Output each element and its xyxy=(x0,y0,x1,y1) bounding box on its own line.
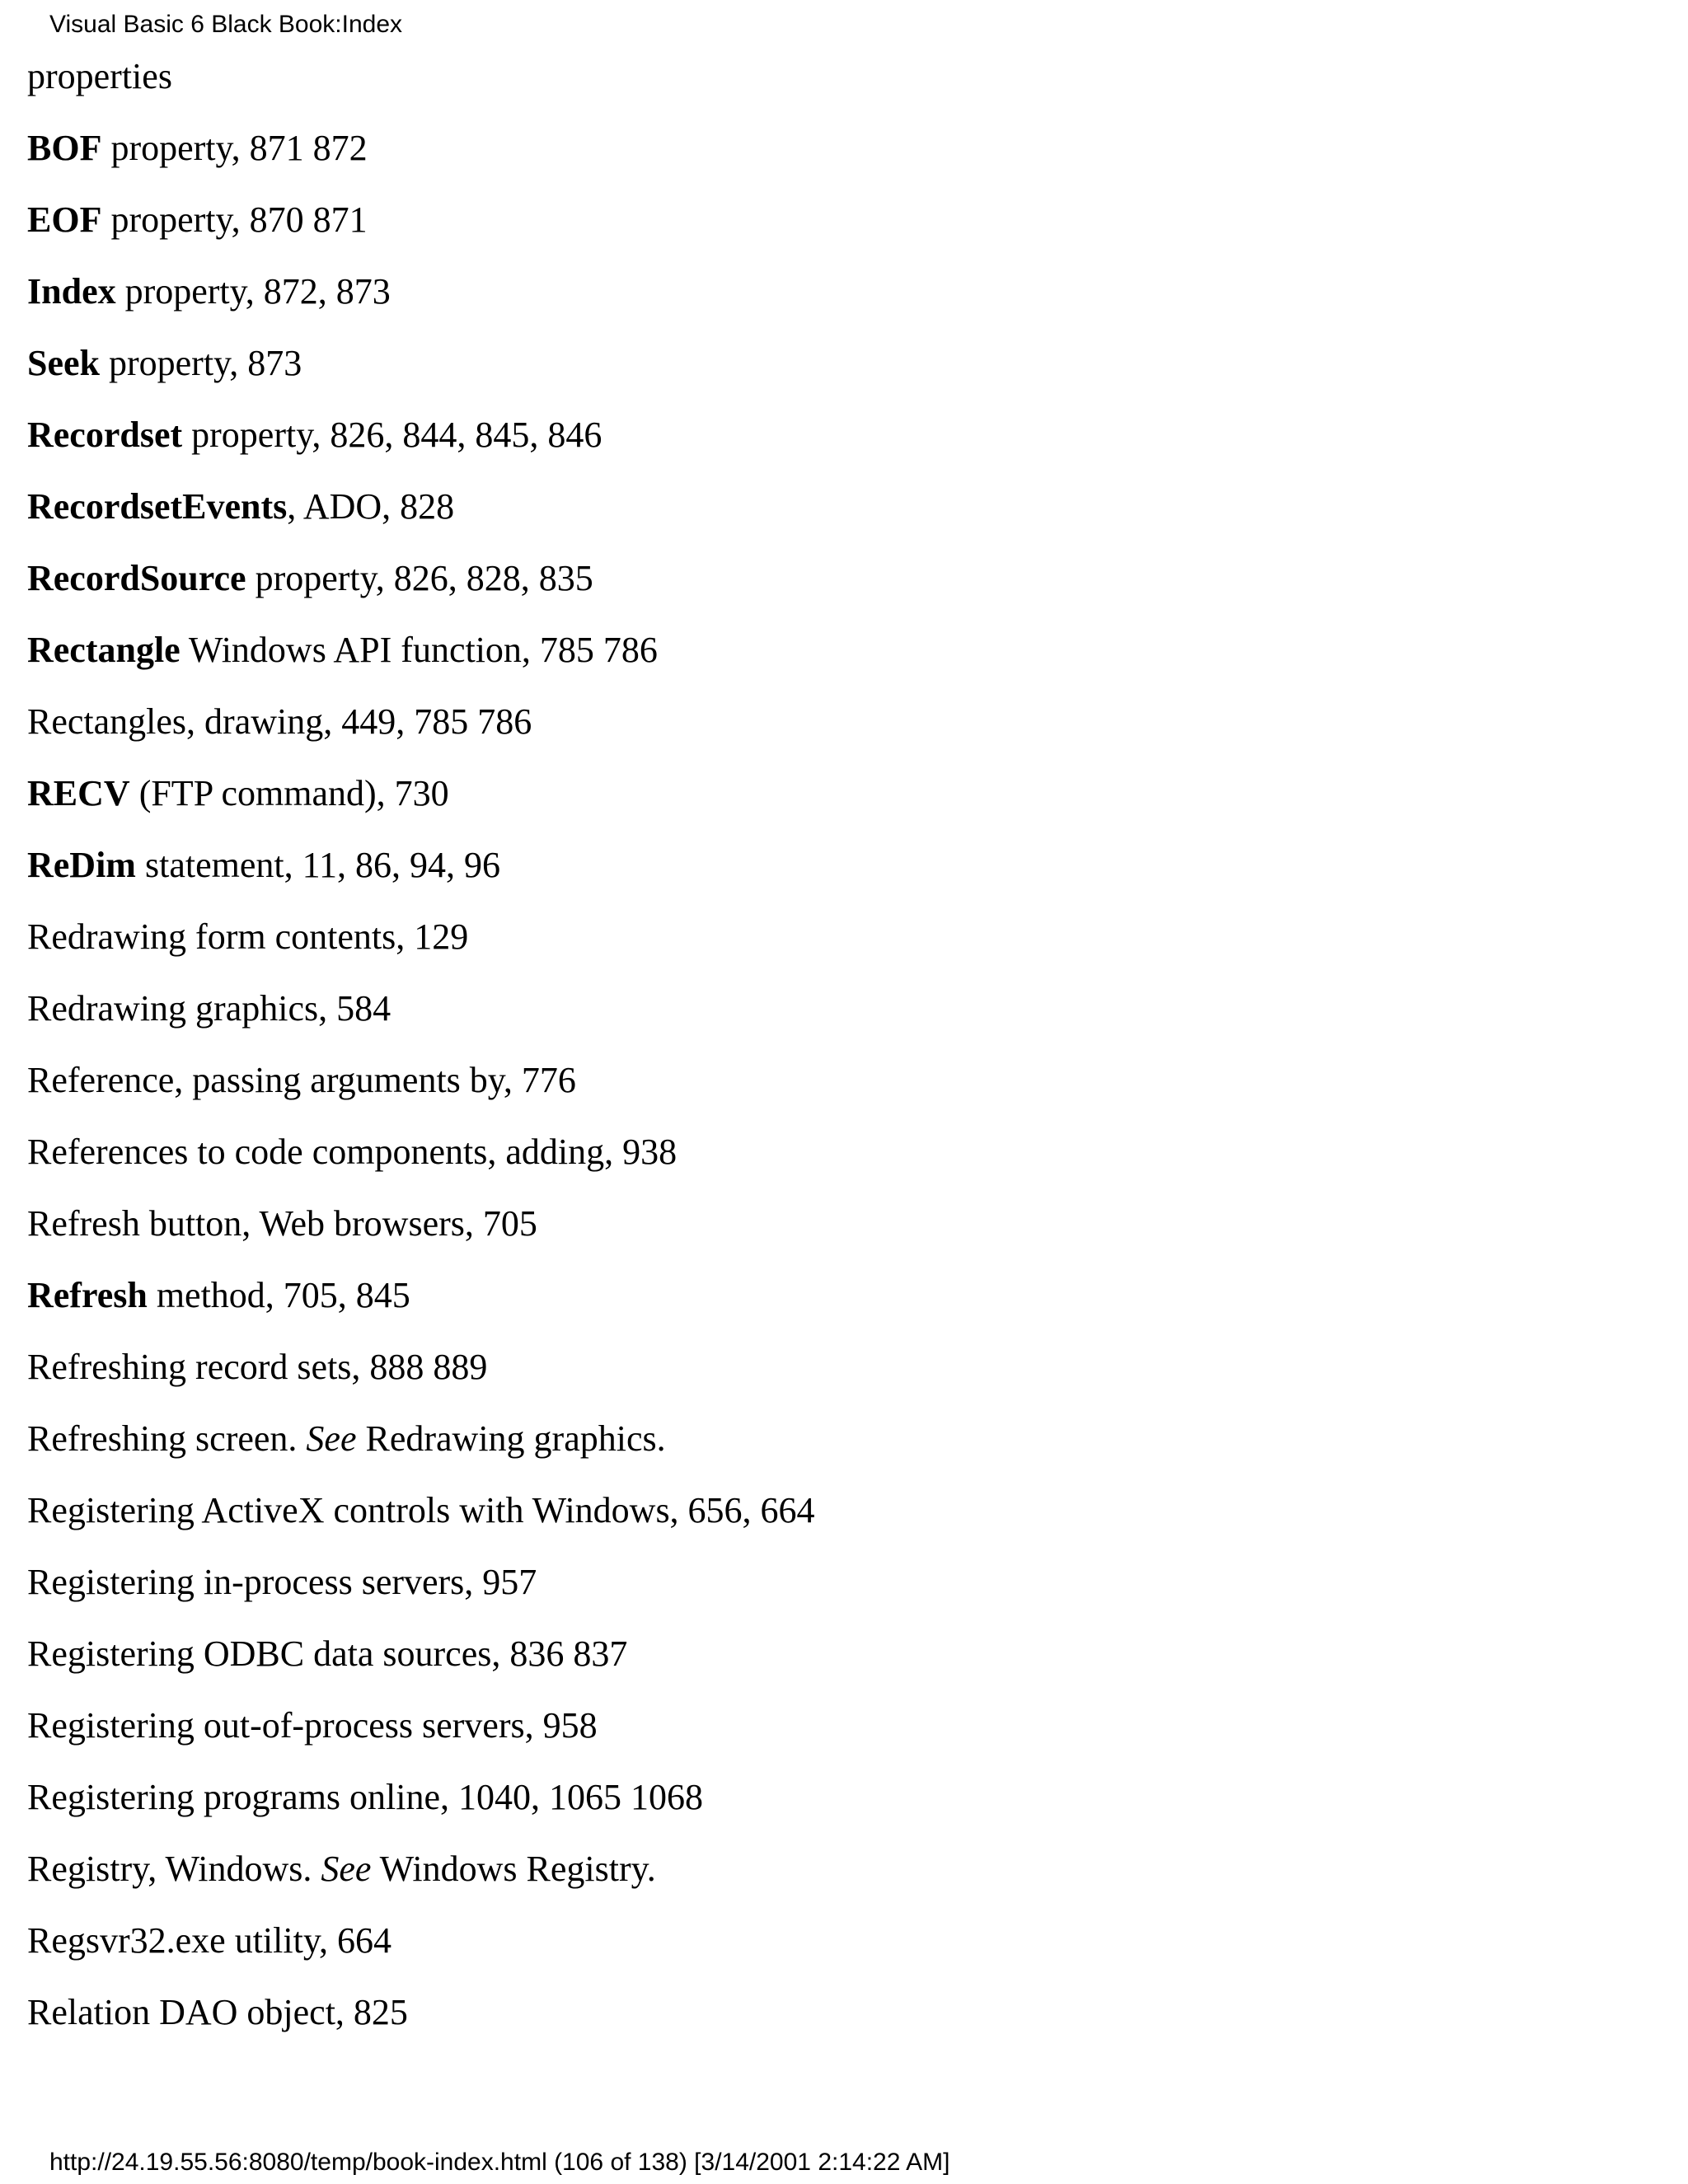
entry-text: property, 872, 873 xyxy=(115,271,391,312)
see-target: Redrawing graphics. xyxy=(356,1418,666,1459)
index-entry xyxy=(27,1847,815,1919)
entry-term: RecordsetEvents xyxy=(27,486,288,527)
entry-text: Reference, passing arguments by, 776 xyxy=(27,1060,576,1100)
see-reference: See xyxy=(306,1418,357,1459)
index-entry xyxy=(27,1273,815,1345)
entry-text: Redrawing form contents, 129 xyxy=(27,916,469,957)
index-entry xyxy=(27,1058,815,1130)
entry-text: property, 826, 828, 835 xyxy=(246,558,593,598)
entry-text: property, 870 871 xyxy=(101,199,368,240)
entry-text: Regsvr32.exe utility, 664 xyxy=(27,1920,392,1961)
entry-text: statement, 11, 86, 94, 96 xyxy=(135,845,500,885)
entry-text: Refreshing screen. xyxy=(27,1418,307,1459)
entry-text: properties xyxy=(27,56,172,96)
entry-term: ReDim xyxy=(27,845,136,885)
index-entry xyxy=(27,126,815,198)
index-list xyxy=(27,54,815,2062)
index-entry xyxy=(27,413,815,485)
entry-text: References to code components, adding, 938 xyxy=(27,1132,678,1172)
index-entry xyxy=(27,1417,815,1488)
entry-term: RECV xyxy=(27,773,130,813)
index-entry xyxy=(27,1202,815,1273)
entry-text: Registering programs online, 1040, 1065 1068 xyxy=(27,1777,704,1817)
page-footer-url: http://24.19.55.56:8080/temp/book-index.html (106 of 138) [3/14/2001 2:14:22 AM] xyxy=(49,2149,950,2176)
entry-term: Rectangle xyxy=(27,630,181,670)
entry-term: RecordSource xyxy=(27,558,246,598)
index-entry xyxy=(27,269,815,341)
entry-text: Registering ODBC data sources, 836 837 xyxy=(27,1633,628,1674)
see-reference: See xyxy=(321,1849,372,1889)
entry-text: Registering in-process servers, 957 xyxy=(27,1562,537,1602)
index-entry xyxy=(27,1130,815,1202)
entry-text: property, 871 872 xyxy=(101,128,368,168)
index-entry xyxy=(27,198,815,269)
entry-text: Relation DAO object, 825 xyxy=(27,1992,408,2032)
index-entry xyxy=(27,1632,815,1704)
index-entry xyxy=(27,628,815,700)
entry-term: Recordset xyxy=(27,415,183,455)
entry-text: Redrawing graphics, 584 xyxy=(27,988,392,1029)
entry-term: Refresh xyxy=(27,1275,148,1315)
see-target: Windows Registry. xyxy=(371,1849,656,1889)
entry-text: Registering ActiveX controls with Windows, 656, 664 xyxy=(27,1490,815,1530)
index-entry xyxy=(27,771,815,843)
entry-text: Registry, Windows. xyxy=(27,1849,321,1889)
index-entry xyxy=(27,485,815,556)
index-entry xyxy=(27,915,815,987)
entry-text: property, 873 xyxy=(100,343,302,383)
page-header-title: Visual Basic 6 Black Book:Index xyxy=(49,11,403,38)
entry-text: Windows API function, 785 786 xyxy=(180,630,658,670)
entry-text: , ADO, 828 xyxy=(287,486,455,527)
entry-term: Index xyxy=(27,271,116,312)
index-entry xyxy=(27,1704,815,1775)
index-entry xyxy=(27,1990,815,2062)
index-entry xyxy=(27,54,815,126)
index-entry xyxy=(27,700,815,771)
entry-term: Seek xyxy=(27,343,100,383)
index-entry xyxy=(27,1775,815,1847)
index-entry xyxy=(27,987,815,1058)
entry-text: Rectangles, drawing, 449, 785 786 xyxy=(27,701,532,742)
entry-term: BOF xyxy=(27,128,102,168)
entry-text: method, 705, 845 xyxy=(147,1275,410,1315)
index-entry xyxy=(27,1560,815,1632)
index-entry xyxy=(27,1919,815,1990)
entry-text: property, 826, 844, 845, 846 xyxy=(182,415,603,455)
index-entry xyxy=(27,341,815,413)
index-entry xyxy=(27,843,815,915)
entry-text: Refreshing record sets, 888 889 xyxy=(27,1347,488,1387)
entry-text: Refresh button, Web browsers, 705 xyxy=(27,1203,537,1244)
entry-text: (FTP command), 730 xyxy=(129,773,449,813)
index-entry xyxy=(27,1345,815,1417)
index-entry xyxy=(27,556,815,628)
index-entry xyxy=(27,1488,815,1560)
entry-term: EOF xyxy=(27,199,102,240)
entry-text: Registering out-of-process servers, 958 xyxy=(27,1705,598,1746)
